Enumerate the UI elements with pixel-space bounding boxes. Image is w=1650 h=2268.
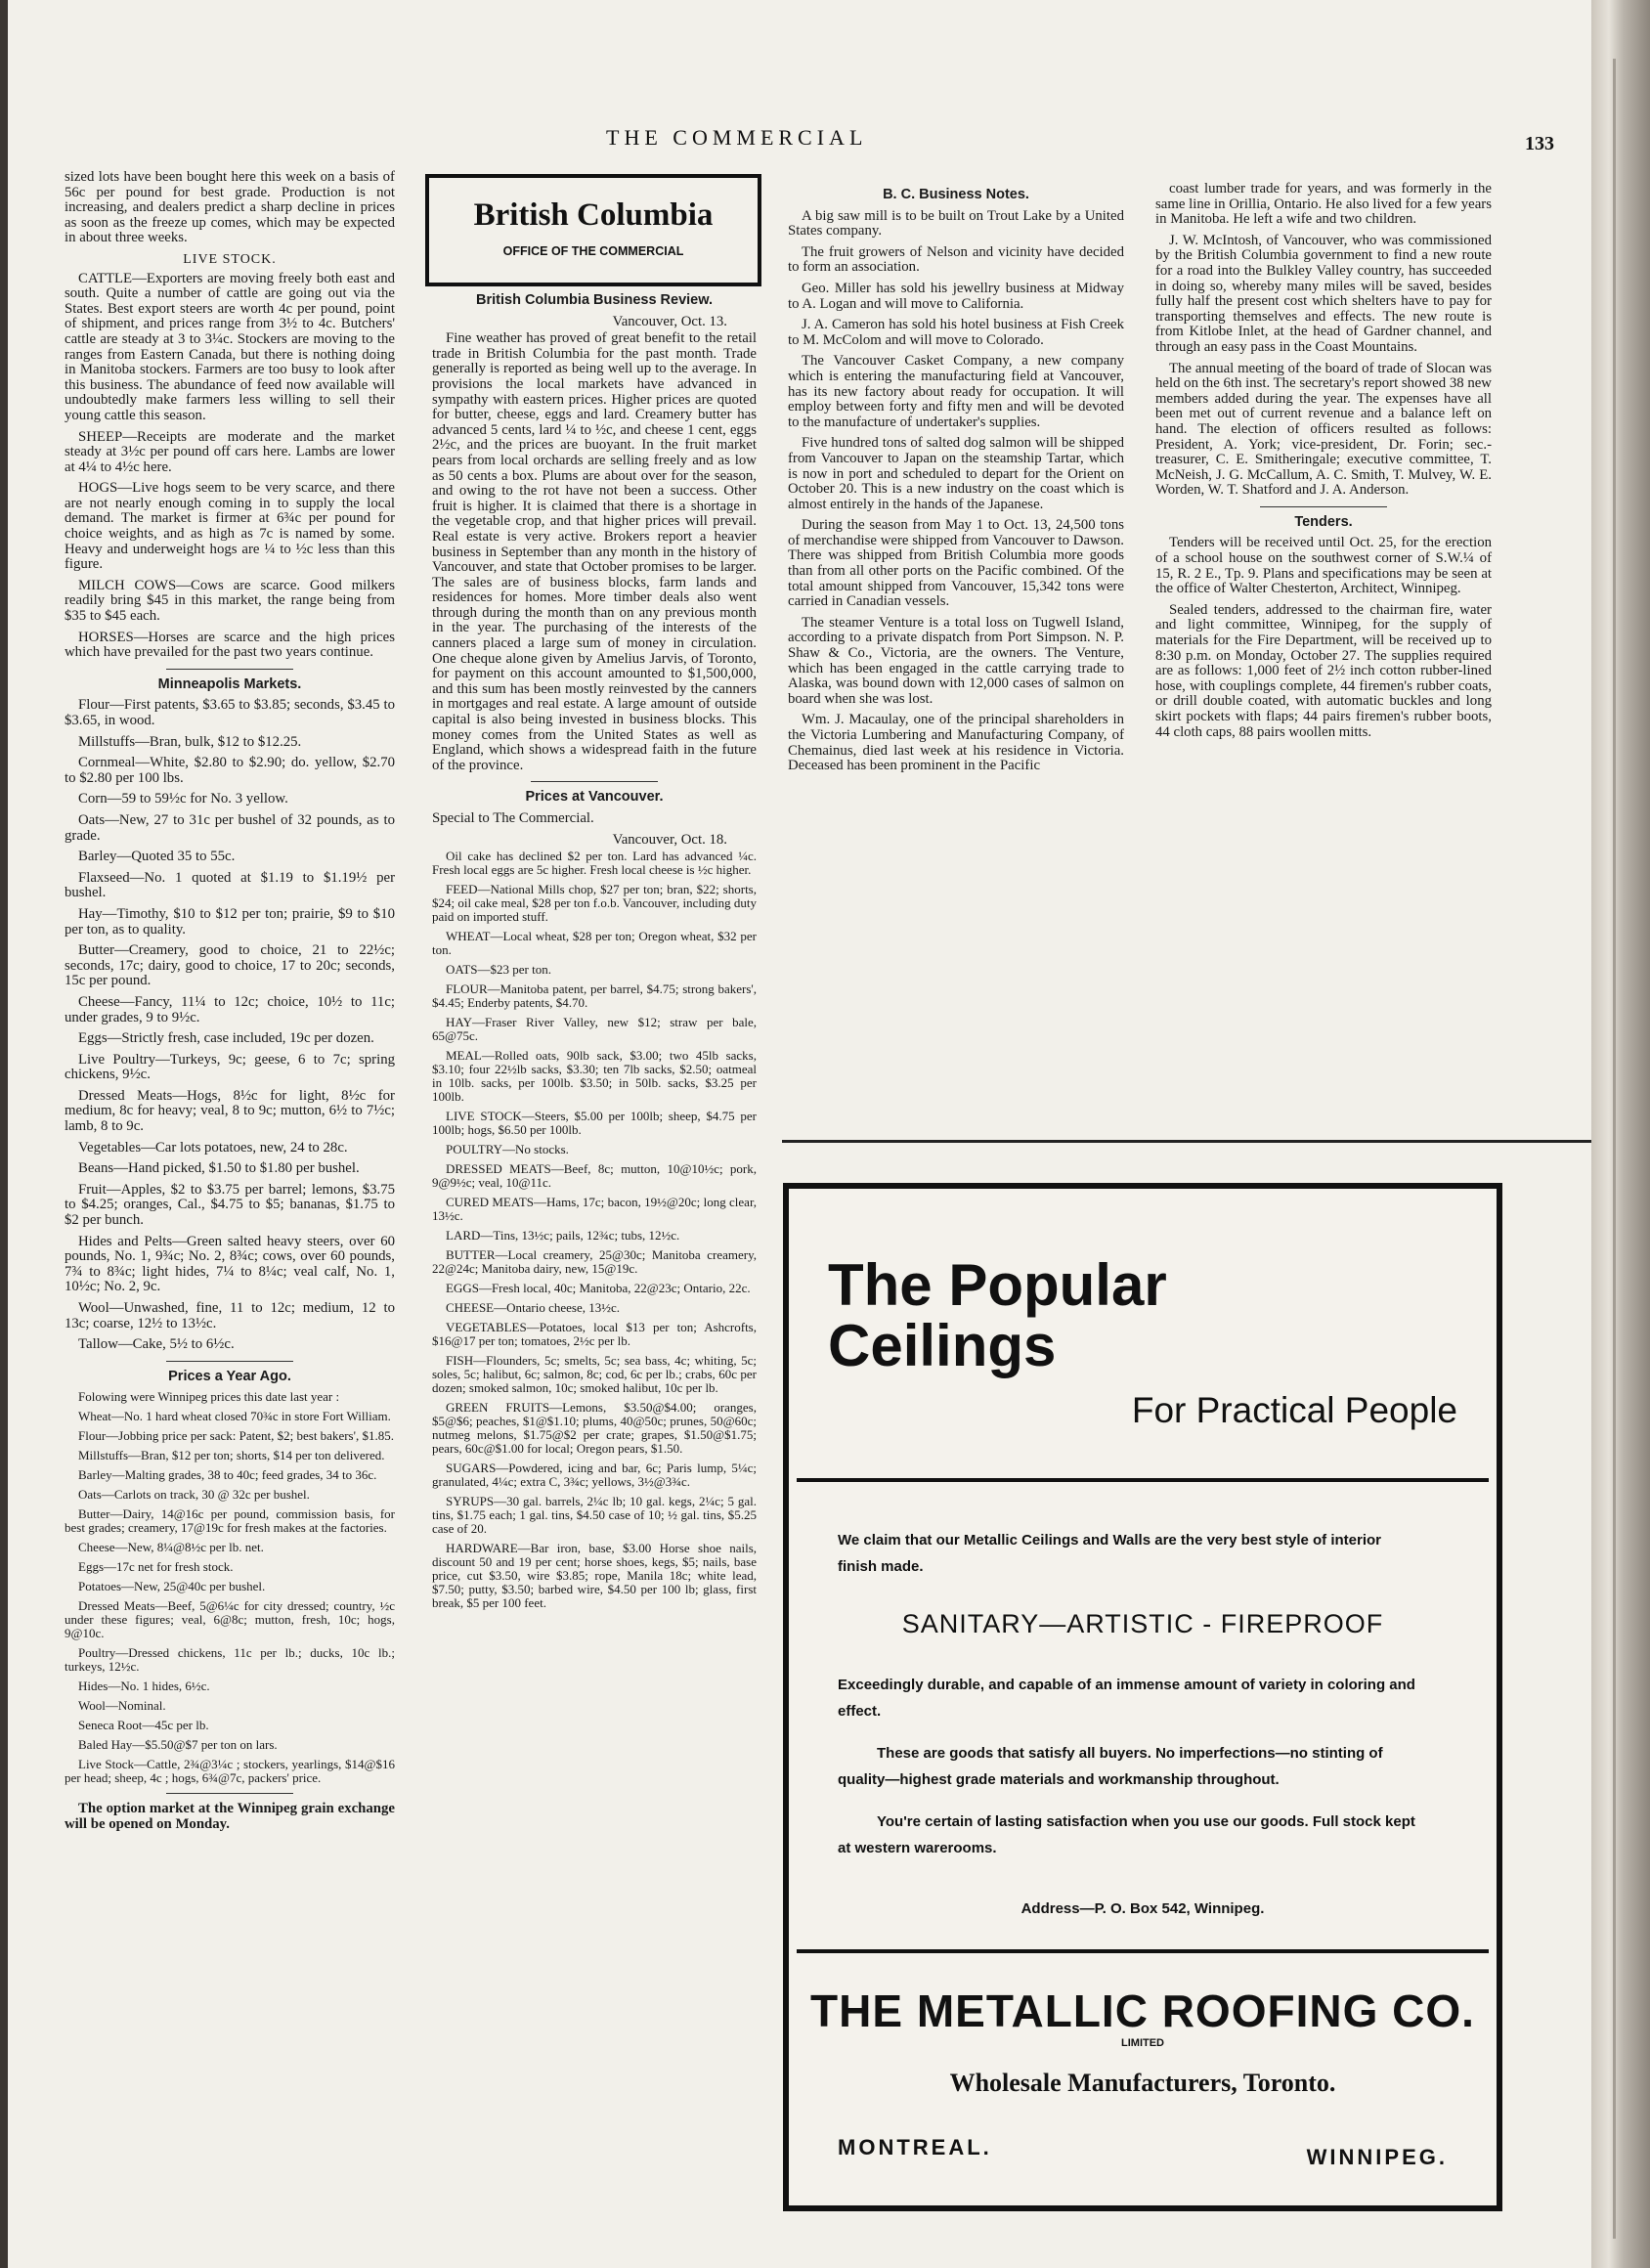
list-item: Butter—Dairy, 14@16c per pound, commission basis, for best grades; creamery, 17@19c for fresh makes at the factories. — [65, 1506, 395, 1536]
paragraph: sized lots have been bought here this week on a basis of 56c per pound for best grade. Production is not increasing, and dealers predict a sharp decline in prices as soon as the freeze up comes, which may be expected in about three weeks. — [65, 169, 395, 246]
metallic-roofing-advertisement — [783, 1183, 1502, 2211]
ad-paragraph: Exceedingly durable, and capable of an immense amount of variety in coloring and effect. — [838, 1677, 1415, 1720]
page-number: 133 — [1525, 133, 1554, 154]
list-item: FLOUR—Manitoba patent, per barrel, $4.75; strong bakers', $4.45; Enderby patents, $4.70. — [432, 981, 757, 1011]
list-item: CURED MEATS—Hams, 17c; bacon, 19½@20c; long clear, 13½c. — [432, 1195, 757, 1224]
paragraph: HORSES—Horses are scarce and the high prices which have prevailed for the past two years continue. — [65, 629, 395, 661]
list-item: MEAL—Rolled oats, 90lb sack, $3.00; two 45lb sacks, $3.10; four 22½lb sacks, $3.30; ten 7lb sacks, $2.50; oatmeal in 10lb. sacks, per 100lb. $3.50; in 50lb. sacks, $3.25 per 100lb. — [432, 1048, 757, 1105]
ad-slogan: SANITARY—ARTISTIC - FIREPROOF — [901, 1609, 1384, 1638]
horizontal-rule — [782, 1140, 1603, 1143]
dateline: Vancouver, Oct. 18. — [612, 831, 727, 848]
list-item: Hides—No. 1 hides, 6½c. — [78, 1679, 210, 1694]
list-item: OATS—$23 per ton. — [446, 962, 551, 978]
section-heading: Minneapolis Markets. — [157, 676, 302, 692]
list-item: Dressed Meats—Hogs, 8½c for light, 8½c for medium, 8c for heavy; veal, 8 to 9c; mutton, 6½ to 7½c; lamb, 8 to 9c. — [65, 1087, 395, 1135]
list-item: SYRUPS—30 gal. barrels, 2¼c lb; 10 gal. kegs, 2¼c; 5 gal. tins, $1.75 each; 1 gal. tins, $4.50 case of 10; ½ gal. tins, $5.25 case of 20. — [432, 1494, 757, 1537]
list-item: Eggs—Strictly fresh, case included, 19c per dozen. — [78, 1030, 374, 1047]
column-1 — [65, 170, 395, 1839]
vancouver-prices-list — [432, 850, 757, 1610]
section-heading: LIVE STOCK. — [183, 251, 277, 267]
list-item: SUGARS—Powdered, icing and bar, 6c; Paris lump, 5¼c; granulated, 4¼c; extra C, 3¾c; yellows, 3½@3¾c. — [432, 1461, 757, 1490]
list-item: Wool—Unwashed, fine, 11 to 12c; medium, 12 to 13c; coarse, 12½ to 13½c. — [65, 1300, 395, 1331]
list-item: HARDWARE—Bar iron, base, $3.00 Horse shoe nails, discount 50 and 19 per cent; horse shoes, kegs, $5; nails, base price, cut $3.50, wire $3.85; rope, Manila 18c; white lead, $7.50; putty, $3.50; barbed wire, $4.50 per 100 lb; glass, first break, $5 per 100 feet. — [432, 1541, 757, 1611]
list-item: J. W. McIntosh, of Vancouver, who was commissioned by the British Columbia government to find a new route for a road into the Bulkley Valley country, has succeeded in doing so, whereby many miles will be saved, besides fully half the present cost which shelters have to pay for transporting themselves and effects. The new route is from Kitlobe Inlet, at the head of Gardner channel, and through an easy pass in the Coast Mountains. — [1155, 232, 1492, 355]
dateline: Vancouver, Oct. 13. — [612, 313, 727, 329]
list-item: Corn—59 to 59½c for No. 3 yellow. — [78, 791, 288, 807]
list-item: Five hundred tons of salted dog salmon will be shipped from Vancouver to Japan on the steamship Tartar, which is now in port and scheduled to depart for the Orient on October 20. This is a new industry on the coast which is almost entirely in the hands of the Japanese. — [788, 435, 1124, 512]
list-item: EGGS—Fresh local, 40c; Manitoba, 22@23c; Ontario, 22c. — [446, 1281, 751, 1296]
list-item: Barley—Malting grades, 38 to 40c; feed grades, 34 to 36c. — [78, 1467, 377, 1483]
ad-paragraph: You're certain of lasting satisfaction when you use our goods. Full stock kept at western warerooms. — [838, 1813, 1415, 1856]
list-item: Fruit—Apples, $2 to $3.75 per barrel; lemons, $3.75 to $4.25; oranges, Cal., $4.75 to $5; bananas, $1.75 to $2 per bunch. — [65, 1181, 395, 1229]
list-item: Seneca Root—45c per lb. — [78, 1718, 209, 1733]
list-item: Live Poultry—Turkeys, 9c; geese, 6 to 7c; spring chickens, 9½c. — [65, 1051, 395, 1083]
list-item: WHEAT—Local wheat, $28 per ton; Oregon wheat, $32 per ton. — [432, 929, 757, 958]
paragraph: CATTLE—Exporters are moving freely both east and south. Quite a number of cattle are going out via the States. Best export steers are worth 4c per pound, point of shipment, and prices range from 3½ to 4c. Butchers' cattle are steady at 3 to 3¼c. Stockers are moving to the ranges from Eastern Canada, but there is nothing doing in Manitoba stockers. Farmers are too busy to look after this business. The abundance of feed now available will undoubtedly make farmers less willing to sell their young cattle this season. — [65, 270, 395, 423]
list-item: Beans—Hand picked, $1.50 to $1.80 per bushel. — [78, 1160, 360, 1177]
list-item: Cheese—Fancy, 11¼ to 12c; choice, 10½ to 11c; under grades, 9 to 9½c. — [65, 993, 395, 1025]
list-item: FEED—National Mills chop, $27 per ton; bran, $22; shorts, $24; oil cake meal, $28 per ton f.o.b. Vancouver, including duty paid on imported stuff. — [432, 882, 757, 925]
column-2 — [432, 287, 757, 1616]
city-winnipeg: WINNIPEG. — [1306, 2145, 1448, 2169]
company-limited: LIMITED — [1121, 2037, 1164, 2049]
byline: Special to The Commercial. — [432, 810, 594, 826]
ad-subhead: For Practical People — [1131, 1390, 1457, 1430]
bc-notes-list — [788, 209, 1124, 774]
paragraph: The option market at the Winnipeg grain exchange will be opened on Monday. — [65, 1801, 395, 1832]
newspaper-page — [8, 0, 1603, 2268]
list-item: Cheese—New, 8¼@8½c per lb. net. — [78, 1540, 264, 1555]
list-item: The Vancouver Casket Company, a new company which is entering the manufacturing field at Vancouver, has its new factory about ready for occupation. It will employ between forty and fifty men and will be devoted to the manufacture of undertaker's supplies. — [788, 353, 1124, 430]
page-header-title: THE COMMERCIAL — [606, 125, 868, 150]
paragraph: Fine weather has proved of great benefit to the retail trade in British Columbia for the past month. Trade generally is reported as being well up to the average. In provisions the local markets have advanced in sympathy with eastern prices. Higher prices are quoted for butter, cheese, eggs and lard. Creamery butter has advanced 5 cents, lard ¼ to ½c, and cheese 1 cent, eggs 2½c, and the prices are buoyant. In the fruit market pears from local orchards are selling freely and as low as 50 cents a box. Plums are about over for the season, and owing to the rot have not been a success. Other fruit is higher. It is claimed that there is a shortage in the vegetable crop, and that higher prices will prevail. Real estate is very active. Brokers report a heavier business in September than any month in the history of Vancouver, and state that October promises to be larger. The sales are of business blocks, farm lands and residences for homes. More timber deals also went through during the month than on any previous month in the year. The purchasing of the interests of the canners placed a large sum of money in circulation. One cheque alone given by Amelius Jarvis, of Toronto, for payment on this account amounted to $1,500,000, and this sum has been mostly reinvested by the canners in mortgages and real estate. A large amount of outside capital is also being invested in business blocks. This money comes from the United States as well as England, which shows a widespread faith in the future of the province. — [432, 330, 757, 773]
paragraph: MILCH COWS—Cows are scarce. Good milkers readily bring $45 in this market, the range being from $35 to $45 each. — [65, 577, 395, 625]
ad-headline-line-2: Ceilings — [828, 1313, 1057, 1378]
column-4-list — [1155, 182, 1492, 499]
list-item: Eggs—17c net for fresh stock. — [78, 1559, 234, 1575]
list-item: DRESSED MEATS—Beef, 8c; mutton, 10@10½c; pork, 9@9½c; veal, 10@11c. — [432, 1161, 757, 1191]
list-item: Baled Hay—$5.50@$7 per ton on lars. — [78, 1737, 278, 1753]
paragraph: SHEEP—Receipts are moderate and the market steady at 3½c per pound off cars here. Lambs are lower at 4¼ to 4½c here. — [65, 428, 395, 475]
list-item: Vegetables—Car lots potatoes, new, 24 to 28c. — [78, 1139, 348, 1156]
list-item: Millstuffs—Bran, $12 per ton; shorts, $14 per ton delivered. — [78, 1448, 385, 1463]
list-item: During the season from May 1 to Oct. 13, 24,500 tons of merchandise were shipped from Vancouver to Dawson. There was shipped from British Columbia more goods than from all other ports on the Pacific combined. Of the total amount shipped from Vancouver, 15,342 tons were carried in Canadian vessels. — [788, 517, 1124, 610]
list-item: GREEN FRUITS—Lemons, $3.50@$4.00; oranges, $5@$6; peaches, $1@$1.10; plums, 40@50c; prunes, 50@60c; nutmeg melons, $1.75@$2 per crate; grapes, $1.50@$1.75; pears, 60c@$1.00 for local; Oregon pears, $1.50. — [432, 1400, 757, 1457]
book-edge-line — [1613, 59, 1616, 2239]
list-item: The steamer Venture is a total loss on Tugwell Island, according to a private dispatch from Port Simpson. N. P. Shaw & Co., Victoria, are the owners. The Venture, which has been engaged in the cattle carrying trade to Alaska, was bound down with 12,000 cases of salmon on board when she was lost. — [788, 614, 1124, 707]
list-item: A big saw mill is to be built on Trout Lake by a United States company. — [788, 207, 1124, 240]
book-edge — [1591, 0, 1650, 2268]
list-item: Sealed tenders, addressed to the chairman fire, water and light committee, Winnipeg, for the supply of materials for the Fire Department, will be received up to 8:30 p.m. on Monday, October 27. The supplies required are as follows: 1,000 feet of 2½ inch cotton rubber-lined hose, with couplings complete, 44 firemen's rubber coats, or drill double coated, with automatic buckles and long skirt pockets with flaps; 44 pairs firemen's rubber boots, 44 cloth caps, 88 pairs woollen mitts. — [1155, 601, 1492, 740]
list-item: Millstuffs—Bran, bulk, $12 to $12.25. — [78, 733, 302, 750]
list-item: Tenders will be received until Oct. 25, for the erection of a school house on the southwest corner of S.W.¼ of 15, R. 2 E., Tp. 9. Plans and specifications may be seen at the office of Walter Chesterton, Architect, Winnipeg. — [1155, 535, 1492, 597]
list-item: FISH—Flounders, 5c; smelts, 5c; sea bass, 4c; whiting, 5c; soles, 5c; halibut, 6c; salmon, 8c; cod, 6c per lb.; crabs, 60c per dozen; smoked salmon, 10c; smoked halibut, 10c per lb. — [432, 1353, 757, 1396]
divider — [531, 781, 658, 782]
list-item: Oil cake has declined $2 per ton. Lard has advanced ¼c. Fresh local eggs are 5c higher. Fresh local cheese is ½c higher. — [432, 849, 757, 878]
divider — [166, 1361, 293, 1362]
city-montreal: MONTREAL. — [838, 2135, 992, 2159]
column-3 — [788, 182, 1124, 780]
divider — [166, 1793, 293, 1794]
list-item: Wheat—No. 1 hard wheat closed 70¾c in store Fort William. — [78, 1409, 391, 1424]
list-item: Wool—Nominal. — [78, 1698, 166, 1714]
ad-separator — [797, 1949, 1489, 1953]
section-heading: Prices a Year Ago. — [168, 1368, 291, 1384]
list-item: Oats—New, 27 to 31c per bushel of 32 pounds, as to grade. — [65, 811, 395, 844]
list-item: Live Stock—Cattle, 2¾@3¼c ; stockers, yearlings, $14@$16 per head; sheep, 4c ; hogs, 6¾@7c, packers' price. — [65, 1757, 395, 1786]
list-item: Tallow—Cake, 5½ to 6½c. — [78, 1336, 235, 1353]
box-title: British Columbia — [473, 197, 714, 233]
ad-headline — [828, 1252, 1167, 1378]
list-item: Potatoes—New, 25@40c per bushel. — [78, 1579, 266, 1594]
list-item: Geo. Miller has sold his jewellry business at Midway to A. Logan and will move to California. — [788, 280, 1124, 312]
list-item: J. A. Cameron has sold his hotel business at Fish Creek to M. McColom and will move to Colorado. — [788, 317, 1124, 348]
list-item: Oats—Carlots on track, 30 @ 32c per bushel. — [78, 1487, 310, 1503]
tenders-list — [1155, 536, 1492, 740]
box-subtitle: OFFICE OF THE COMMERCIAL — [502, 244, 684, 258]
list-item: Hides and Pelts—Green salted heavy steers, over 60 pounds, No. 1, 9¾c; No. 2, 8¾c; cows, over 60 pounds, 7¾ to 8¾c; light hides, 7¼ to 8¼c; veal calf, No. 1, 10½c; No. 2, 9c. — [65, 1233, 395, 1295]
list-item: LARD—Tins, 13½c; pails, 12¾c; tubs, 12½c. — [446, 1228, 680, 1243]
company-name: THE METALLIC ROOFING CO. — [810, 1985, 1475, 2036]
section-heading: British Columbia Business Review. — [476, 292, 713, 308]
ad-headline-line-1: The Popular — [828, 1252, 1167, 1318]
divider — [166, 669, 293, 670]
list-item: coast lumber trade for years, and was formerly in the same line in Orillia, Ontario. He also lived for a few years in Manitoba. He left a wife and two children. — [1155, 181, 1492, 228]
list-item: The annual meeting of the board of trade of Slocan was held on the 6th inst. The secretary's report showed 38 new members added during the year. The expenses have all been met out of current revenue and a balance left on hand. The election of officers resulted as follows: President, A. York; vice-president, Dr. Forin; sec.-treasurer, C. E. Smitheringale; executive committee, T. McNeish, J. G. McCallum, A. C. Smith, T. Mulvey, W. E. Worden, W. T. Shatford and J. A. Anderson. — [1155, 360, 1492, 499]
wholesale-line: Wholesale Manufacturers, Toronto. — [949, 2069, 1336, 2097]
list-item: POULTRY—No stocks. — [446, 1142, 569, 1157]
list-item: Barley—Quoted 35 to 55c. — [78, 849, 236, 865]
list-item: Butter—Creamery, good to choice, 21 to 22½c; seconds, 17c; dairy, good to choice, 17 to 20c; seconds, 15c per pound. — [65, 942, 395, 989]
ad-paragraph: These are goods that satisfy all buyers. No imperfections—no stinting of quality—highest grade materials and workmanship throughout. — [838, 1745, 1383, 1788]
paragraph: HOGS—Live hogs seem to be very scarce, and there are not nearly enough coming in to supply the local demand. The market is firmer at 6¾c per pound for choice weights, and as high as 7c is named by some. Heavy and underweight hogs are ¼ to ½c less than this figure. — [65, 480, 395, 573]
list-item: Hay—Timothy, $10 to $12 per ton; prairie, $9 to $10 per ton, as to quality. — [65, 905, 395, 938]
list-item: LIVE STOCK—Steers, $5.00 per 100lb; sheep, $4.75 per 100lb; hogs, $6.50 per 100lb. — [432, 1109, 757, 1138]
list-item: Flour—First patents, $3.65 to $3.85; seconds, $3.45 to $3.65, in wood. — [65, 697, 395, 728]
list-item: VEGETABLES—Potatoes, local $13 per ton; Ashcrofts, $16@17 per ton; tomatoes, 2½c per lb. — [432, 1320, 757, 1349]
list-item: BUTTER—Local creamery, 25@30c; Manitoba creamery, 22@24c; Manitoba dairy, new, 15@19c. — [432, 1247, 757, 1277]
list-item: HAY—Fraser River Valley, new $12; straw per bale, 65@75c. — [432, 1015, 757, 1044]
list-item: Cornmeal—White, $2.80 to $2.90; do. yellow, $2.70 to $2.80 per 100 lbs. — [65, 755, 395, 786]
ad-address: Address—P. O. Box 542, Winnipeg. — [1020, 1900, 1265, 1917]
list-item: Flaxseed—No. 1 quoted at $1.19 to $1.19½ per bushel. — [65, 869, 395, 901]
list-item: The fruit growers of Nelson and vicinity have decided to form an association. — [788, 243, 1124, 276]
year-ago-list — [65, 1390, 395, 1785]
list-item: CHEESE—Ontario cheese, 13½c. — [446, 1300, 620, 1316]
section-heading: Prices at Vancouver. — [525, 789, 664, 806]
british-columbia-box — [425, 174, 761, 286]
list-item: Dressed Meats—Beef, 5@6¼c for city dressed; country, ½c under these figures; veal, 6@8c; mutton, fresh, 10c; hogs, 9@10c. — [65, 1598, 395, 1641]
list-item: Flour—Jobbing price per sack: Patent, $2; best bakers', $1.85. — [78, 1428, 394, 1444]
minneapolis-list — [65, 698, 395, 1352]
list-item: Poultry—Dressed chickens, 11c per lb.; ducks, 10c lb.; turkeys, 12½c. — [65, 1645, 395, 1675]
section-heading: Tenders. — [1294, 513, 1353, 530]
ad-claim: We claim that our Metallic Ceilings and Walls are the very best style of interior finish made. — [838, 1532, 1381, 1575]
column-4 — [1155, 182, 1492, 746]
divider — [1260, 506, 1387, 507]
list-item: Folowing were Winnipeg prices this date last year : — [78, 1389, 340, 1405]
list-item: Wm. J. Macaulay, one of the principal shareholders in the Victoria Lumbering and Manufacturing Company, of Chemainus, died last week at his residence in Victoria. Deceased has been prominent in the Pacific — [788, 712, 1124, 774]
ad-separator — [797, 1478, 1489, 1482]
ad-body — [838, 1672, 1424, 1877]
section-heading: B. C. Business Notes. — [883, 187, 1029, 202]
